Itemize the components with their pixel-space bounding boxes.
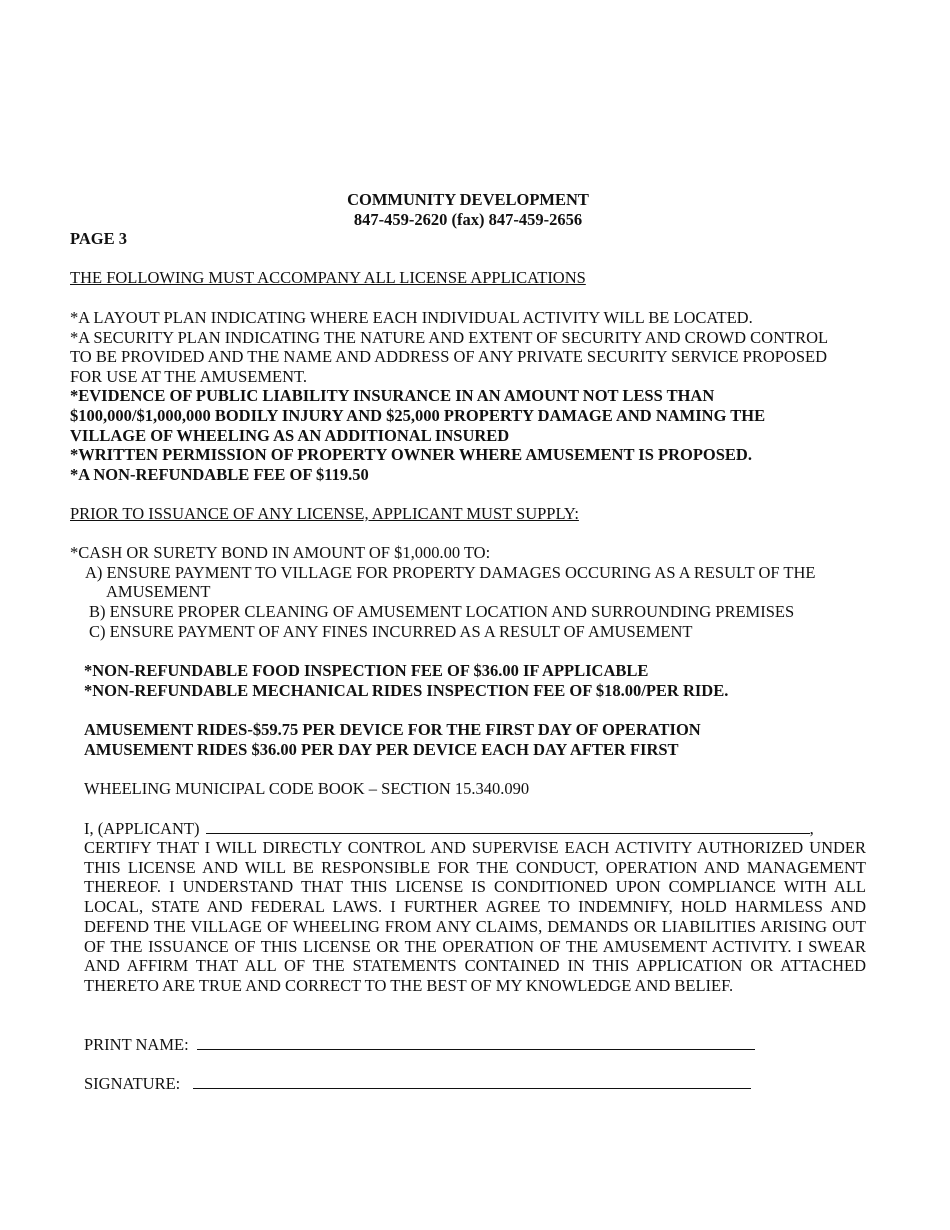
rides-first-day-fee: AMUSEMENT RIDES-$59.75 PER DEVICE FOR THE FIRST DAY OF OPERATION <box>84 720 701 739</box>
print-name-field[interactable] <box>197 1034 755 1050</box>
signature-label: SIGNATURE: <box>84 1074 181 1093</box>
bond-item-a-cont: AMUSEMENT <box>106 582 211 601</box>
applicant-label: I, (APPLICANT) <box>84 819 200 838</box>
department-phone: 847-459-2620 (fax) 847-459-2656 <box>353 210 583 229</box>
requirement-fee: *A NON-REFUNDABLE FEE OF $119.50 <box>70 465 369 484</box>
signature-line <box>84 1073 751 1094</box>
bond-requirement: *CASH OR SURETY BOND IN AMOUNT OF $1,000.00 TO: <box>70 543 491 562</box>
requirement-security-plan-cont: TO BE PROVIDED AND THE NAME AND ADDRESS OF ANY PRIVATE SECURITY SERVICE PROPOSED <box>70 347 828 366</box>
requirements-heading: THE FOLLOWING MUST ACCOMPANY ALL LICENSE APPLICATIONS <box>70 268 586 287</box>
page-label: PAGE 3 <box>70 229 127 248</box>
rides-after-fee: AMUSEMENT RIDES $36.00 PER DAY PER DEVICE EACH DAY AFTER FIRST <box>84 740 679 759</box>
mechanical-inspection-fee: *NON-REFUNDABLE MECHANICAL RIDES INSPECTION FEE OF $18.00/PER RIDE. <box>84 681 729 700</box>
requirement-insurance: *EVIDENCE OF PUBLIC LIABILITY INSURANCE IN AN AMOUNT NOT LESS THAN <box>70 386 715 405</box>
print-name-label: PRINT NAME: <box>84 1035 189 1054</box>
bond-item-b: B) ENSURE PROPER CLEANING OF AMUSEMENT LOCATION AND SURROUNDING PREMISES <box>89 602 795 621</box>
food-inspection-fee: *NON-REFUNDABLE FOOD INSPECTION FEE OF $36.00 IF APPLICABLE <box>84 661 649 680</box>
signature-field[interactable] <box>193 1073 751 1089</box>
bond-item-a: A) ENSURE PAYMENT TO VILLAGE FOR PROPERTY DAMAGES OCCURING AS A RESULT OF THE <box>85 563 816 582</box>
requirement-insurance-amounts: $100,000/$1,000,000 BODILY INJURY AND $25,000 PROPERTY DAMAGE AND NAMING THE <box>70 406 766 425</box>
requirement-layout-plan: *A LAYOUT PLAN INDICATING WHERE EACH INDIVIDUAL ACTIVITY WILL BE LOCATED. <box>70 308 753 327</box>
certification-text: CERTIFY THAT I WILL DIRECTLY CONTROL AND SUPERVISE EACH ACTIVITY AUTHORIZED UNDER THIS LICENSE AND WILL BE RESPONSIBLE FOR THE CONDUCT, OPERATION AND MANAGEMENT THEREOF. I UNDERSTAND THAT THIS LICENSE IS CONDITIONED UPON COMPLIANCE WITH ALL LOCAL, STATE AND FEDERAL LAWS. I FURTHER AGREE TO INDEMNIFY, HOLD HARMLESS AND DEFEND THE VILLAGE OF WHEELING FROM ANY CLAIMS, DEMANDS OR LIABILITIES ARISING OUT OF THE ISSUANCE OF THIS LICENSE OR THE OPERATION OF THE AMUSEMENT ACTIVITY. I SWEAR AND AFFIRM THAT ALL OF THE STATEMENTS CONTAINED IN THIS APPLICATION OR ATTACHED THERETO ARE TRUE AND CORRECT TO THE BEST OF MY KNOWLEDGE AND BELIEF. <box>84 838 866 995</box>
department-title: COMMUNITY DEVELOPMENT <box>347 190 589 209</box>
requirement-insurance-insured: VILLAGE OF WHEELING AS AN ADDITIONAL INSURED <box>70 426 510 445</box>
applicant-line <box>84 818 814 839</box>
code-reference: WHEELING MUNICIPAL CODE BOOK – SECTION 15.340.090 <box>84 779 530 798</box>
requirement-owner-permission: *WRITTEN PERMISSION OF PROPERTY OWNER WHERE AMUSEMENT IS PROPOSED. <box>70 445 752 464</box>
applicant-name-field[interactable] <box>206 818 810 834</box>
bond-item-c: C) ENSURE PAYMENT OF ANY FINES INCURRED AS A RESULT OF AMUSEMENT <box>89 622 693 641</box>
print-name-line <box>84 1034 755 1055</box>
requirement-security-plan-end: FOR USE AT THE AMUSEMENT. <box>70 367 307 386</box>
prior-heading: PRIOR TO ISSUANCE OF ANY LICENSE, APPLICANT MUST SUPPLY: <box>70 504 579 523</box>
requirement-security-plan: *A SECURITY PLAN INDICATING THE NATURE AND EXTENT OF SECURITY AND CROWD CONTROL <box>70 328 829 347</box>
applicant-comma: , <box>809 819 814 838</box>
